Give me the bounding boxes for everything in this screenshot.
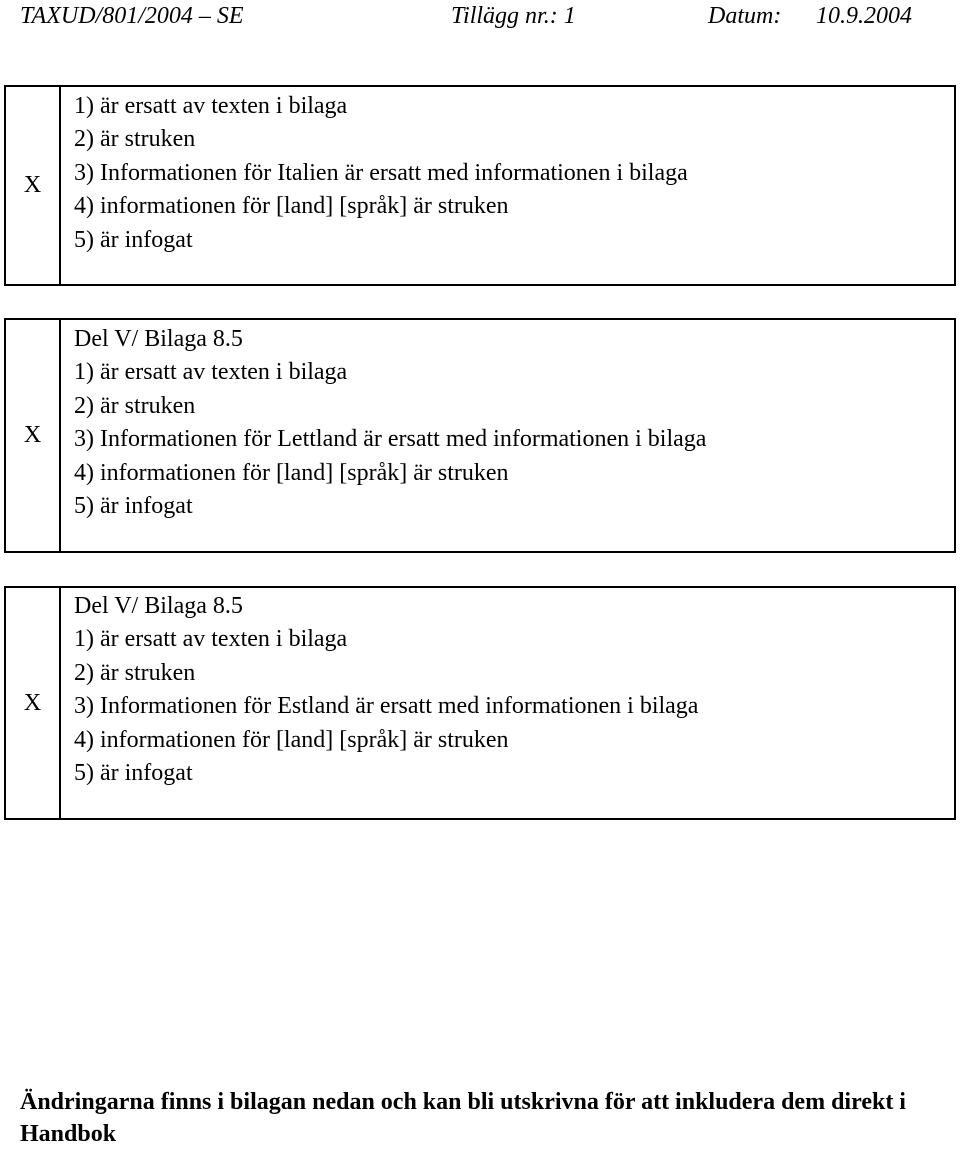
- checkbox-mark: X: [6, 320, 61, 551]
- option-line: 5) är infogat: [74, 759, 193, 786]
- footer-note: Ändringarna finns i bilagan nedan och kan bli utskrivna för att inkludera dem direkt i Handbok: [20, 1089, 906, 1147]
- section-reference: Del V/ Bilaga 8.5: [74, 326, 243, 352]
- page-header: [20, 0, 940, 32]
- checkbox-mark: X: [6, 588, 61, 818]
- option-line: 2) är struken: [74, 659, 196, 686]
- amendment-box-3: [4, 586, 956, 820]
- section-reference: Del V/ Bilaga 8.5: [74, 593, 243, 619]
- checkbox-mark: X: [6, 87, 61, 284]
- option-line: 1) är ersatt av texten i bilaga: [74, 359, 348, 386]
- date-value: 10.9.2004: [816, 3, 912, 29]
- option-line: 2) är struken: [74, 392, 196, 419]
- option-line: 4) informationen för [land] [språk] är struken: [74, 193, 509, 220]
- amendment-box-1: [4, 85, 956, 286]
- option-line: 2) är struken: [74, 126, 196, 153]
- amendment-options: [61, 588, 698, 818]
- option-line: 3) Informationen för Estland är ersatt med informationen i bilaga: [74, 693, 699, 720]
- option-line: 1) är ersatt av texten i bilaga: [74, 93, 348, 119]
- option-line: 4) informationen för [land] [språk] är struken: [74, 726, 509, 753]
- supplement-number: Tillägg nr.: 1: [451, 3, 576, 29]
- option-line: 3) Informationen för Lettland är ersatt med informationen i bilaga: [74, 426, 707, 453]
- option-line: 5) är infogat: [74, 226, 193, 253]
- option-line: 4) informationen för [land] [språk] är struken: [74, 459, 509, 486]
- date-label: Datum:: [708, 3, 782, 29]
- option-line: 5) är infogat: [74, 492, 193, 519]
- option-line: 3) Informationen för Italien är ersatt med informationen i bilaga: [74, 159, 688, 186]
- document-reference: TAXUD/801/2004 – SE: [20, 3, 244, 29]
- amendment-options: [61, 87, 688, 284]
- amendment-box-2: [4, 318, 956, 553]
- amendment-options: [61, 320, 706, 551]
- option-line: 1) är ersatt av texten i bilaga: [74, 626, 348, 653]
